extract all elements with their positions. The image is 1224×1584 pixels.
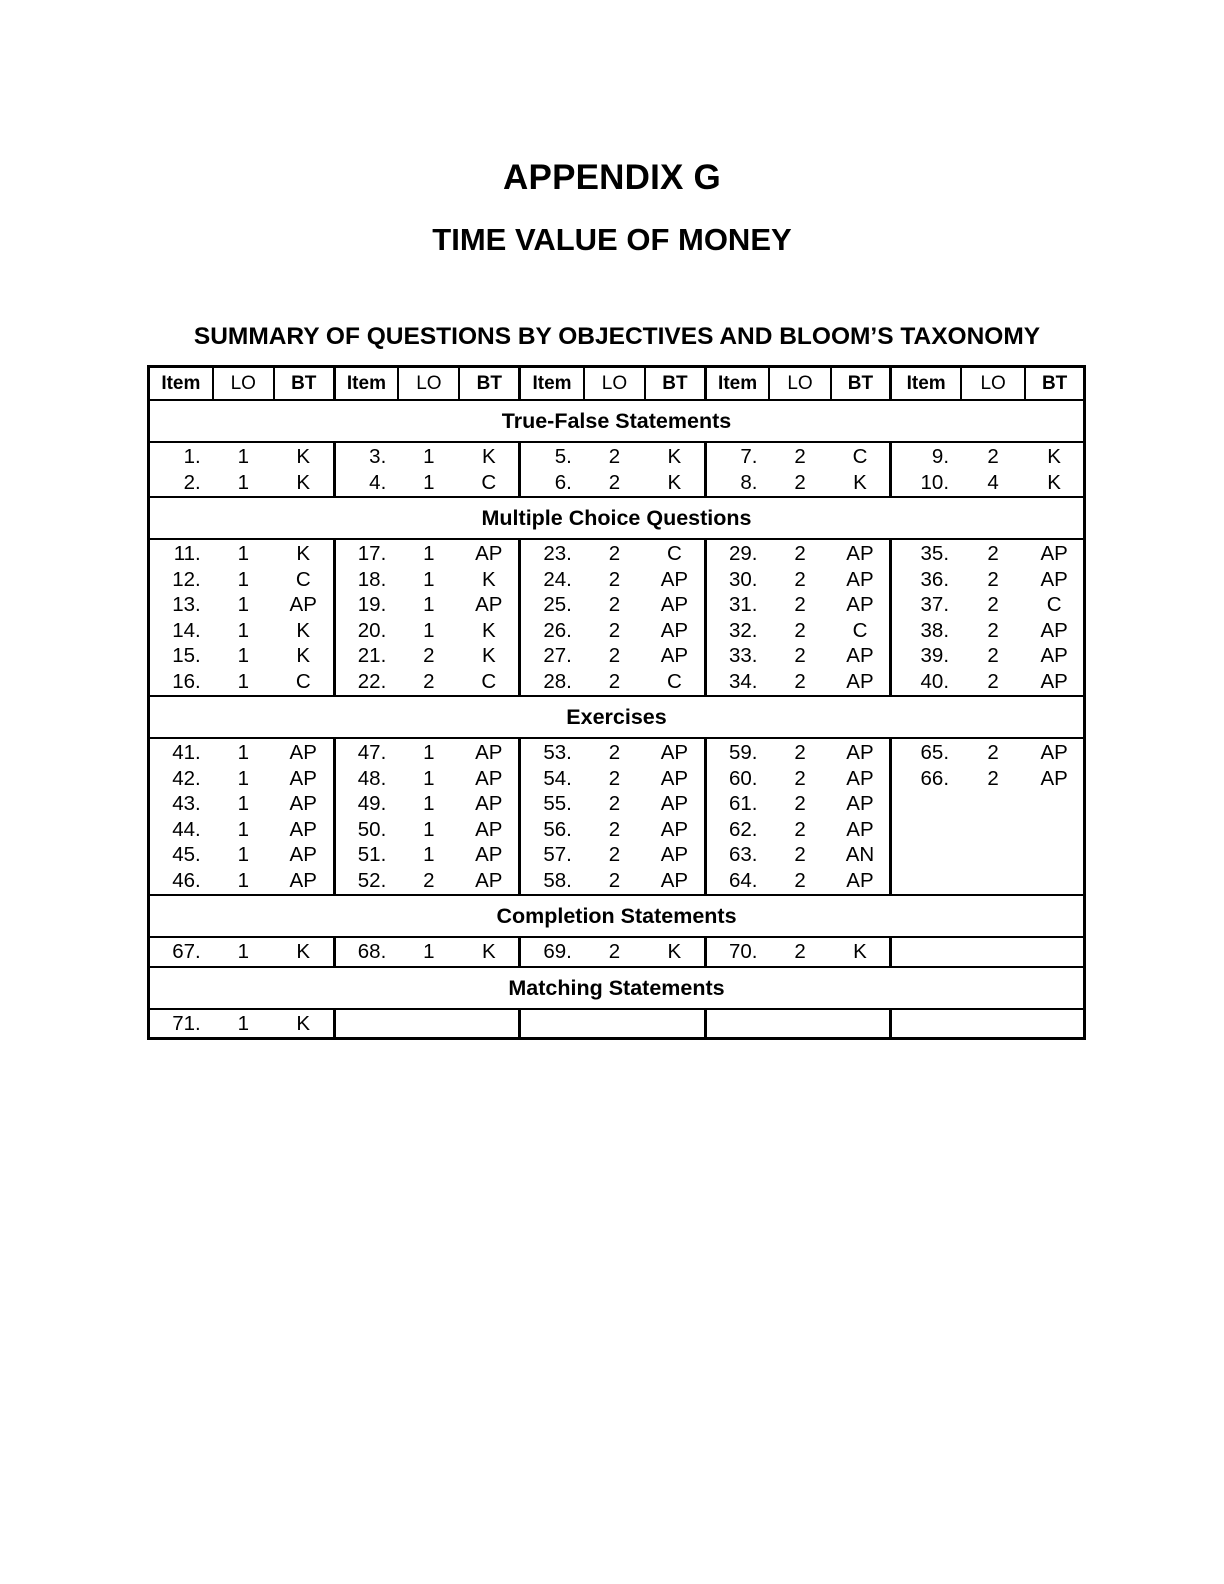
section-title: Exercises bbox=[149, 696, 1085, 738]
cell-lo: 1 bbox=[213, 937, 274, 967]
column-header-lo: LO bbox=[398, 367, 459, 401]
cell-lo: 2 bbox=[987, 593, 999, 616]
cell-item: 38. bbox=[920, 618, 950, 642]
cell-item: 41. bbox=[172, 741, 201, 764]
cell-bt: AP bbox=[459, 592, 519, 618]
cell-item: 45. bbox=[172, 843, 201, 866]
column-header-row bbox=[149, 367, 1085, 401]
cell-lo: 2 bbox=[987, 445, 999, 468]
cell-bt: AP bbox=[831, 592, 891, 618]
cell-item: 14. bbox=[172, 618, 201, 642]
cell-lo: 2 bbox=[794, 843, 806, 866]
cell-item: 32. bbox=[728, 618, 758, 642]
column-header-bt: BT bbox=[274, 367, 334, 401]
cell-lo: 1 bbox=[423, 618, 435, 642]
cell-lo: 2 bbox=[608, 741, 621, 764]
column-header-lo: LO bbox=[961, 367, 1025, 401]
cell-bt: AP bbox=[274, 868, 334, 896]
cell-lo: 1 bbox=[398, 470, 459, 498]
cell-lo: 1 bbox=[398, 937, 459, 967]
cell-bt bbox=[1025, 817, 1084, 843]
appendix-heading: APPENDIX G bbox=[503, 158, 721, 197]
cell-lo bbox=[961, 868, 1025, 896]
cell-item: 5. bbox=[554, 445, 572, 468]
cell-bt: AP bbox=[274, 766, 334, 792]
cell-lo: 1 bbox=[237, 843, 249, 866]
table-row bbox=[149, 643, 1085, 669]
table-row bbox=[149, 817, 1085, 843]
cell-lo: 1 bbox=[237, 644, 249, 667]
cell-lo bbox=[961, 1009, 1025, 1039]
cell-lo: 2 bbox=[794, 445, 806, 468]
cell-lo bbox=[769, 1009, 830, 1039]
cell-lo: 2 bbox=[769, 470, 830, 498]
cell-lo: 2 bbox=[608, 567, 621, 591]
table-row bbox=[149, 618, 1085, 644]
cell-item: 40. bbox=[891, 669, 961, 697]
cell-bt: K bbox=[274, 618, 334, 644]
cell-item: 1. bbox=[183, 445, 201, 468]
cell-bt bbox=[459, 1009, 519, 1039]
cell-item: 35. bbox=[920, 542, 950, 565]
cell-item: 13. bbox=[172, 593, 201, 616]
table-row bbox=[149, 539, 1085, 567]
cell-item: 46. bbox=[149, 868, 213, 896]
cell-lo bbox=[961, 937, 1025, 967]
cell-lo: 2 bbox=[794, 817, 806, 841]
cell-lo: 1 bbox=[213, 669, 274, 697]
table-row bbox=[149, 592, 1085, 618]
column-header-lo: LO bbox=[584, 367, 645, 401]
cell-bt: C bbox=[459, 669, 519, 697]
cell-lo bbox=[584, 1009, 645, 1039]
cell-item bbox=[891, 937, 961, 967]
cell-item: 57. bbox=[543, 843, 572, 866]
section-title: Matching Statements bbox=[149, 967, 1085, 1009]
cell-lo: 2 bbox=[584, 868, 645, 896]
section-header-row bbox=[149, 497, 1085, 539]
cell-item: 59. bbox=[728, 741, 758, 764]
cell-bt bbox=[831, 1009, 891, 1039]
cell-item bbox=[334, 1009, 398, 1039]
cell-item: 21. bbox=[357, 644, 387, 667]
cell-lo: 2 bbox=[608, 445, 621, 468]
cell-lo bbox=[961, 842, 1025, 868]
cell-lo: 2 bbox=[608, 843, 621, 866]
cell-bt: K bbox=[1047, 445, 1061, 468]
summary-title: SUMMARY OF QUESTIONS BY OBJECTIVES AND BLOOM’S TAXONOMY bbox=[193, 323, 1041, 350]
column-header-lo: LO bbox=[769, 367, 830, 401]
cell-bt: AP bbox=[274, 738, 334, 766]
cell-bt: K bbox=[459, 618, 519, 644]
cell-lo: 1 bbox=[237, 817, 249, 841]
cell-bt: AP bbox=[645, 842, 705, 868]
column-header-lo: LO bbox=[213, 367, 274, 401]
cell-item: 48. bbox=[357, 766, 387, 790]
cell-lo: 2 bbox=[987, 618, 999, 642]
cell-item: 65. bbox=[920, 741, 950, 764]
cell-lo: 2 bbox=[608, 593, 621, 616]
cell-bt: AP bbox=[459, 738, 519, 766]
cell-item bbox=[891, 842, 961, 868]
cell-lo bbox=[398, 1009, 459, 1039]
cell-bt: K bbox=[645, 470, 705, 498]
chapter-title: TIME VALUE OF MONEY bbox=[432, 222, 792, 257]
section-header-row bbox=[149, 967, 1085, 1009]
cell-lo: 2 bbox=[398, 868, 459, 896]
cell-bt: AP bbox=[645, 791, 705, 817]
column-header-item: Item bbox=[334, 367, 398, 401]
cell-bt: AP bbox=[1040, 567, 1068, 591]
cell-item: 66. bbox=[920, 766, 950, 790]
cell-item: 49. bbox=[357, 792, 387, 815]
cell-lo: 1 bbox=[423, 741, 435, 764]
cell-bt: AP bbox=[831, 766, 891, 792]
cell-bt: AP bbox=[831, 539, 891, 567]
cell-item: 63. bbox=[728, 843, 758, 866]
table-row bbox=[149, 937, 1085, 967]
cell-lo: 2 bbox=[423, 644, 435, 667]
cell-bt: AP bbox=[831, 669, 891, 697]
cell-bt: K bbox=[274, 1009, 334, 1039]
cell-item: 54. bbox=[543, 766, 572, 790]
cell-lo bbox=[961, 791, 1025, 817]
cell-item: 30. bbox=[728, 567, 758, 591]
section-header-row bbox=[149, 400, 1085, 442]
table-row bbox=[149, 842, 1085, 868]
column-header-item: Item bbox=[149, 367, 213, 401]
cell-lo: 1 bbox=[423, 843, 435, 866]
cell-item: 53. bbox=[543, 741, 572, 764]
cell-item: 24. bbox=[543, 567, 572, 591]
cell-bt bbox=[645, 1009, 705, 1039]
cell-bt: AP bbox=[831, 567, 891, 593]
cell-bt: K bbox=[274, 470, 334, 498]
cell-bt: AP bbox=[1040, 644, 1068, 667]
cell-item bbox=[891, 1009, 961, 1039]
cell-item: 15. bbox=[172, 644, 201, 667]
cell-lo: 2 bbox=[608, 766, 621, 790]
cell-lo: 2 bbox=[794, 644, 806, 667]
cell-item: 8. bbox=[705, 470, 769, 498]
cell-lo: 2 bbox=[608, 542, 621, 565]
cell-bt: K bbox=[645, 442, 705, 470]
cell-lo: 1 bbox=[237, 445, 249, 468]
cell-lo: 2 bbox=[608, 644, 621, 667]
cell-bt: K bbox=[1025, 470, 1084, 498]
cell-lo: 1 bbox=[213, 868, 274, 896]
cell-item: 31. bbox=[728, 593, 758, 616]
cell-lo: 1 bbox=[423, 445, 435, 468]
cell-item: 29. bbox=[728, 542, 758, 565]
cell-lo: 2 bbox=[608, 792, 621, 815]
cell-lo: 2 bbox=[794, 741, 806, 764]
cell-lo: 2 bbox=[608, 817, 621, 841]
cell-item bbox=[891, 868, 961, 896]
cell-item: 67. bbox=[149, 937, 213, 967]
cell-item: 34. bbox=[705, 669, 769, 697]
cell-lo: 1 bbox=[213, 470, 274, 498]
cell-bt: AP bbox=[645, 567, 705, 593]
cell-item: 47. bbox=[357, 741, 387, 764]
table-row bbox=[149, 738, 1085, 766]
cell-bt: AP bbox=[459, 766, 519, 792]
cell-item: 17. bbox=[357, 542, 387, 565]
cell-lo: 2 bbox=[584, 669, 645, 697]
cell-item: 12. bbox=[172, 567, 201, 591]
cell-lo: 1 bbox=[423, 567, 435, 591]
cell-item: 20. bbox=[357, 618, 387, 642]
cell-item: 51. bbox=[357, 843, 387, 866]
cell-item: 16. bbox=[149, 669, 213, 697]
cell-item: 64. bbox=[705, 868, 769, 896]
cell-lo: 2 bbox=[398, 669, 459, 697]
cell-lo: 2 bbox=[961, 669, 1025, 697]
cell-bt: AP bbox=[645, 618, 705, 644]
cell-bt: AP bbox=[274, 791, 334, 817]
cell-item: 9. bbox=[931, 445, 950, 468]
cell-bt: AN bbox=[831, 842, 891, 868]
cell-bt: AP bbox=[831, 643, 891, 669]
cell-bt: K bbox=[831, 470, 891, 498]
cell-bt: C bbox=[645, 539, 705, 567]
cell-bt: AP bbox=[645, 766, 705, 792]
cell-lo: 1 bbox=[237, 1011, 249, 1035]
column-header-item: Item bbox=[520, 367, 584, 401]
cell-lo: 1 bbox=[237, 792, 249, 815]
cell-bt: AP bbox=[274, 842, 334, 868]
cell-item: 25. bbox=[543, 593, 572, 616]
cell-bt: AP bbox=[274, 817, 334, 843]
column-header-item: Item bbox=[705, 367, 769, 401]
cell-item: 11. bbox=[173, 542, 201, 565]
cell-item bbox=[891, 817, 961, 843]
cell-lo: 2 bbox=[987, 741, 999, 764]
table-row bbox=[149, 442, 1085, 470]
section-header-row bbox=[149, 895, 1085, 937]
cell-bt: AP bbox=[274, 592, 334, 618]
cell-bt: AP bbox=[831, 817, 891, 843]
table-row bbox=[149, 1009, 1085, 1039]
cell-lo: 2 bbox=[584, 937, 645, 967]
cell-lo: 2 bbox=[794, 618, 806, 642]
section-title: Completion Statements bbox=[149, 895, 1085, 937]
cell-lo: 2 bbox=[794, 766, 806, 790]
cell-bt: K bbox=[645, 937, 705, 967]
cell-item: 23. bbox=[543, 542, 572, 565]
cell-bt: AP bbox=[831, 791, 891, 817]
cell-bt: AP bbox=[1040, 766, 1068, 790]
table-row bbox=[149, 791, 1085, 817]
cell-item: 18. bbox=[357, 567, 387, 591]
cell-bt: C bbox=[831, 442, 891, 470]
cell-bt: K bbox=[274, 643, 334, 669]
column-header-bt: BT bbox=[645, 367, 705, 401]
cell-bt: K bbox=[274, 539, 334, 567]
cell-item: 33. bbox=[728, 644, 758, 667]
section-title: True-False Statements bbox=[149, 400, 1085, 442]
table-row bbox=[149, 868, 1085, 896]
cell-bt: AP bbox=[1040, 741, 1068, 764]
cell-lo: 1 bbox=[237, 567, 249, 591]
cell-lo: 2 bbox=[794, 792, 806, 815]
cell-bt: K bbox=[831, 937, 891, 967]
cell-bt: AP bbox=[831, 868, 891, 896]
cell-lo: 1 bbox=[423, 593, 435, 616]
table-row bbox=[149, 567, 1085, 593]
cell-item: 3. bbox=[369, 445, 387, 468]
cell-item: 55. bbox=[543, 792, 572, 815]
cell-item: 2. bbox=[149, 470, 213, 498]
cell-item: 70. bbox=[705, 937, 769, 967]
cell-item: 61. bbox=[728, 792, 758, 815]
section-header-row bbox=[149, 696, 1085, 738]
column-header-bt: BT bbox=[459, 367, 519, 401]
cell-item: 36. bbox=[920, 567, 950, 591]
cell-bt: K bbox=[459, 643, 519, 669]
cell-bt: AP bbox=[645, 817, 705, 843]
cell-item: 26. bbox=[543, 618, 572, 642]
cell-lo: 1 bbox=[237, 741, 249, 764]
cell-item: 4. bbox=[334, 470, 398, 498]
cell-lo: 1 bbox=[237, 618, 249, 642]
cell-item: 10. bbox=[891, 470, 961, 498]
cell-bt: C bbox=[459, 470, 519, 498]
cell-bt bbox=[1025, 937, 1084, 967]
cell-bt: AP bbox=[459, 817, 519, 843]
cell-bt bbox=[1025, 1009, 1084, 1039]
cell-item: 22. bbox=[334, 669, 398, 697]
cell-item: 69. bbox=[520, 937, 584, 967]
cell-bt: AP bbox=[831, 738, 891, 766]
cell-lo: 2 bbox=[769, 868, 830, 896]
cell-item: 44. bbox=[172, 817, 201, 841]
cell-item: 43. bbox=[172, 792, 201, 815]
cell-item: 62. bbox=[728, 817, 758, 841]
cell-lo bbox=[961, 817, 1025, 843]
cell-item: 60. bbox=[728, 766, 758, 790]
cell-item bbox=[520, 1009, 584, 1039]
cell-lo: 2 bbox=[794, 593, 806, 616]
cell-item: 7. bbox=[740, 445, 758, 468]
cell-bt: C bbox=[274, 669, 334, 697]
cell-bt: K bbox=[274, 442, 334, 470]
column-header-bt: BT bbox=[831, 367, 891, 401]
summary-table bbox=[147, 365, 1086, 1040]
cell-bt bbox=[1025, 791, 1084, 817]
cell-item: 50. bbox=[357, 817, 387, 841]
cell-bt bbox=[1025, 868, 1084, 896]
cell-lo: 1 bbox=[423, 542, 435, 565]
cell-bt: C bbox=[274, 567, 334, 593]
cell-bt: AP bbox=[459, 842, 519, 868]
cell-lo: 1 bbox=[237, 766, 249, 790]
column-header-item: Item bbox=[891, 367, 961, 401]
cell-bt: K bbox=[459, 567, 519, 593]
cell-bt: AP bbox=[459, 539, 519, 567]
cell-lo: 4 bbox=[961, 470, 1025, 498]
cell-item: 19. bbox=[357, 593, 387, 616]
cell-bt: AP bbox=[459, 868, 519, 896]
table-row bbox=[149, 470, 1085, 498]
cell-bt: AP bbox=[1025, 669, 1084, 697]
cell-bt: AP bbox=[645, 738, 705, 766]
cell-bt bbox=[1025, 842, 1084, 868]
cell-item bbox=[705, 1009, 769, 1039]
cell-item: 58. bbox=[520, 868, 584, 896]
cell-bt: C bbox=[1046, 593, 1062, 616]
cell-item: 27. bbox=[543, 644, 572, 667]
cell-lo: 2 bbox=[987, 542, 999, 565]
cell-item: 6. bbox=[520, 470, 584, 498]
cell-bt: AP bbox=[1040, 542, 1068, 565]
cell-item bbox=[891, 791, 961, 817]
cell-bt: AP bbox=[645, 868, 705, 896]
cell-lo: 2 bbox=[584, 470, 645, 498]
cell-lo: 2 bbox=[769, 669, 830, 697]
cell-lo: 2 bbox=[987, 644, 999, 667]
cell-item: 28. bbox=[520, 669, 584, 697]
table-row bbox=[149, 766, 1085, 792]
cell-item: 71. bbox=[172, 1011, 201, 1035]
cell-lo: 2 bbox=[769, 937, 830, 967]
cell-item: 42. bbox=[172, 766, 201, 790]
cell-bt: AP bbox=[1040, 618, 1068, 642]
cell-lo: 1 bbox=[237, 542, 249, 565]
cell-bt: AP bbox=[645, 643, 705, 669]
cell-lo: 1 bbox=[237, 593, 249, 616]
cell-bt: K bbox=[459, 442, 519, 470]
cell-bt: K bbox=[459, 937, 519, 967]
cell-item: 39. bbox=[920, 644, 950, 667]
cell-bt: K bbox=[274, 937, 334, 967]
cell-item: 52. bbox=[334, 868, 398, 896]
cell-item: 37. bbox=[920, 593, 950, 616]
cell-bt: AP bbox=[645, 592, 705, 618]
section-title: Multiple Choice Questions bbox=[149, 497, 1085, 539]
cell-lo: 1 bbox=[423, 817, 435, 841]
cell-item: 68. bbox=[334, 937, 398, 967]
cell-lo: 2 bbox=[608, 618, 621, 642]
table-row bbox=[149, 669, 1085, 697]
cell-item: 56. bbox=[543, 817, 572, 841]
cell-bt: AP bbox=[459, 791, 519, 817]
cell-bt: C bbox=[831, 618, 891, 644]
cell-lo: 1 bbox=[423, 766, 435, 790]
cell-lo: 2 bbox=[987, 766, 999, 790]
cell-lo: 2 bbox=[794, 567, 806, 591]
cell-bt: C bbox=[645, 669, 705, 697]
cell-lo: 1 bbox=[423, 792, 435, 815]
cell-lo: 2 bbox=[987, 567, 999, 591]
cell-lo: 2 bbox=[794, 542, 806, 565]
column-header-bt: BT bbox=[1025, 367, 1084, 401]
